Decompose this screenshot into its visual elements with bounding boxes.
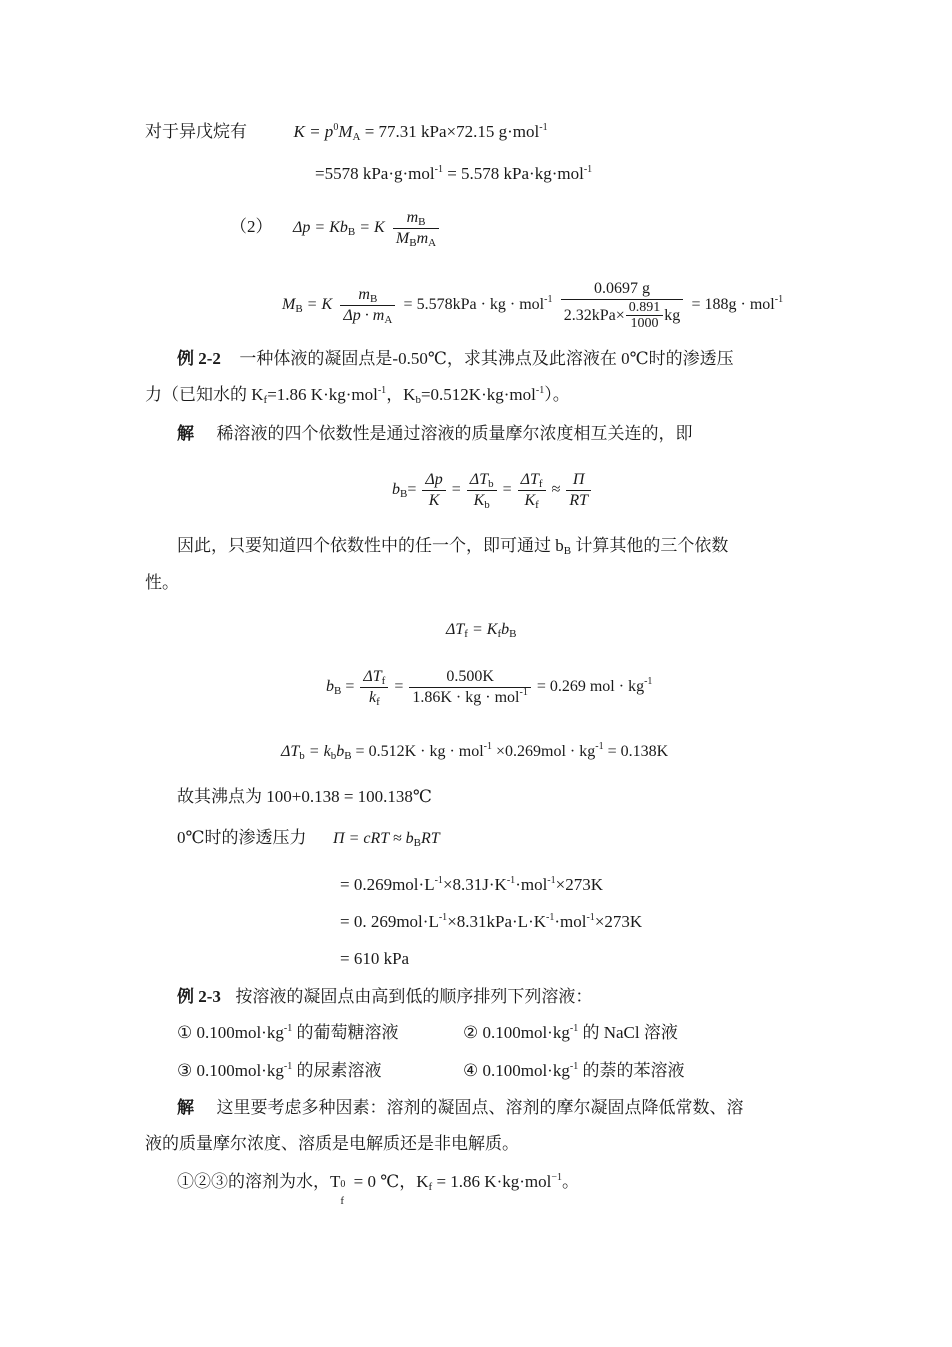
- solution2-line1: [177, 1097, 744, 1119]
- example-text: 一种体液的凝固点是-0.50℃，求其沸点及此溶液在 0℃时的渗透压: [239, 349, 734, 368]
- list-item-text: ② 0.100mol·kg: [463, 1023, 570, 1042]
- formula-sub: f: [497, 628, 502, 640]
- formula-sub: b: [330, 750, 337, 762]
- equals: =: [502, 481, 512, 499]
- formula-sup: -1: [586, 912, 595, 923]
- formula-line-delta-p: [230, 197, 443, 257]
- formula-sup: -1: [546, 912, 555, 923]
- numerator-sub: f: [381, 674, 386, 687]
- list-item-4: [463, 1060, 684, 1082]
- paragraph-text: 计算其他的三个依数: [571, 536, 729, 555]
- solution2-line2: [145, 1133, 519, 1155]
- boiling-point-text: [177, 786, 432, 808]
- formula-sub: f: [464, 628, 468, 640]
- formula-part: ·mol: [554, 912, 587, 931]
- formula-part: = 0.269 mol · kg: [536, 678, 645, 696]
- example-2-2-line1: [177, 348, 734, 370]
- paragraph-text: 因此，只要知道四个依数性中的任一个，即可通过 b: [177, 536, 564, 555]
- formula-sup: -1: [544, 294, 553, 306]
- paragraph-line2: [145, 572, 179, 594]
- list-item-sup: -1: [283, 1023, 293, 1034]
- denominator: 1.86K · kg · mol: [412, 688, 520, 706]
- solution-text: 稀溶液的四个依数性是通过溶液的质量摩尔浓度相互关连的，即: [216, 424, 693, 443]
- example-sup: -1: [377, 385, 387, 396]
- denominator-sub: f: [535, 498, 539, 511]
- osmotic-line3: [340, 911, 642, 933]
- denominator-part: 2.32kPa×: [563, 306, 625, 324]
- list-item-sup: -1: [569, 1061, 579, 1072]
- list-item-sup: -1: [569, 1023, 579, 1034]
- text: = 1.86 K·kg·mol: [432, 1172, 552, 1191]
- formula-sup: -1: [774, 294, 784, 306]
- solution-label: 解: [177, 424, 194, 443]
- example-text: =1.86 K·kg·mol: [267, 385, 378, 404]
- solution-text: 液的质量摩尔浓度、溶质是电解质还是非电解质。: [145, 1134, 519, 1153]
- formula-part: Δp = Kb: [293, 219, 348, 237]
- formula-part: b: [336, 743, 345, 760]
- numerator: Δp: [422, 470, 445, 491]
- example-text: 力（已知水的 K: [145, 385, 264, 404]
- denominator: m: [416, 229, 429, 247]
- example-sub: b: [415, 394, 421, 406]
- text: ①②③的溶剂为水，T: [177, 1172, 341, 1191]
- solution-text: 这里要考虑多种因素：溶剂的凝固点、溶剂的摩尔凝固点降低常数、溶: [216, 1098, 744, 1117]
- formula-sub: B: [509, 628, 517, 640]
- formula-line-k-value: [315, 163, 592, 185]
- formula-sub: B: [344, 750, 352, 762]
- formula-part: = 5.578kPa · kg · mol: [403, 296, 545, 314]
- list-item-3: [177, 1060, 381, 1082]
- formula-sub: B: [295, 303, 303, 316]
- denominator: K: [524, 491, 536, 509]
- denominator-sub: b: [484, 498, 490, 511]
- equals: =: [407, 481, 417, 499]
- formula-part: Π = cRT ≈ b: [333, 830, 414, 847]
- formula-sub: B: [347, 226, 356, 239]
- inner-denominator: 1000: [630, 316, 659, 332]
- formula-part: b: [501, 621, 510, 638]
- list-item-text: ④ 0.100mol·kg: [463, 1061, 570, 1080]
- formula-part: b: [326, 678, 334, 696]
- list-item-text: ③ 0.100mol·kg: [177, 1061, 284, 1080]
- formula-part: = K: [467, 621, 498, 638]
- list-item-2: [463, 1022, 678, 1044]
- formula-sup: -1: [506, 875, 516, 886]
- formula-sub: B: [400, 488, 408, 501]
- numerator: Π: [566, 470, 591, 491]
- text: 。: [561, 1172, 579, 1191]
- denominator: M: [395, 229, 410, 247]
- denominator: K: [428, 491, 440, 509]
- formula-sup: -1: [483, 741, 493, 752]
- solution-line: [177, 423, 693, 445]
- formula-sup: -1: [539, 122, 548, 133]
- osmotic-label: 0℃时的渗透压力: [177, 828, 307, 847]
- formula-sup: -1: [434, 164, 443, 175]
- numerator: m: [406, 208, 419, 226]
- formula-part: = 0. 269mol·L: [340, 912, 439, 931]
- text-sup: −1: [551, 1172, 562, 1183]
- numerator-sub: B: [418, 215, 426, 228]
- example-2-3-line: [177, 986, 592, 1008]
- formula-part: = 0.138K: [603, 743, 669, 760]
- list-item-1: [177, 1022, 398, 1044]
- numerator: 0.0697 g: [593, 280, 650, 298]
- solution-label: 解: [177, 1098, 194, 1117]
- fraction: [340, 285, 395, 326]
- paragraph-line1: [177, 535, 728, 557]
- formula-part: =5578 kPa·g·mol: [315, 164, 435, 183]
- text: 故其沸点为 100+0.138 = 100.138℃: [177, 787, 432, 806]
- fraction-big: [561, 279, 684, 331]
- denominator-unit: kg: [664, 306, 681, 324]
- denominator: RT: [569, 491, 589, 509]
- item-label: （2）: [230, 217, 273, 236]
- formula-sup: -1: [644, 676, 653, 688]
- formula-part: M: [282, 296, 296, 314]
- formula-part: ×8.31J·K: [442, 875, 507, 894]
- example-2-2-line2: [145, 384, 570, 406]
- list-item-text: 的葡萄糖溶液: [292, 1023, 399, 1042]
- numerator: ΔT: [520, 470, 539, 488]
- example-text: ）。: [544, 385, 570, 404]
- formula-part: = K: [355, 219, 385, 237]
- bb-equation: $b_B$ = $\frac{\Delta T_f}{k_f}$ = $\frac{0.500K}{1.86K \cdot kg \cdot mol^{-1}}$ = 0.269 mol · $kg^{-1}$: [326, 667, 653, 708]
- approx: ≈: [551, 481, 561, 499]
- numerator-sub: f: [538, 477, 543, 490]
- denominator-sub: A: [428, 236, 437, 249]
- solvent-line: ①②③的溶剂为水，T 0 f = 0 ℃，$K_f = 1.86$ K·kg·mol$^{-1}$。: [177, 1172, 579, 1207]
- formula-sub: A: [352, 131, 361, 143]
- freezing-point-equation: [446, 619, 516, 641]
- example-text: ，K: [386, 385, 416, 404]
- formula-part: RT: [421, 830, 440, 847]
- fraction: [393, 208, 439, 249]
- osmotic-line1: [177, 827, 440, 850]
- formula-part: = 5.578 kPa·kg·mol: [442, 164, 584, 183]
- example-text: =0.512K·kg·mol: [420, 385, 536, 404]
- formula-sup: -1: [438, 912, 448, 923]
- paragraph-text: 性。: [145, 573, 179, 592]
- list-item-text: 的尿素溶液: [292, 1061, 382, 1080]
- formula-part: ×8.31kPa·L·K: [447, 912, 547, 931]
- example-label: 例 2-3: [177, 987, 221, 1006]
- formula-sub: B: [334, 685, 342, 698]
- paragraph-sub: B: [563, 545, 572, 557]
- denominator: K: [473, 491, 485, 509]
- denominator-sub: f: [376, 695, 380, 708]
- numerator: ΔT: [469, 470, 489, 488]
- list-item-sup: -1: [283, 1061, 293, 1072]
- list-item-text: 的 NaCl 溶液: [578, 1023, 678, 1042]
- formula-part: ΔT: [446, 621, 465, 638]
- formula-sup: -1: [547, 875, 556, 886]
- example-text: 按溶液的凝固点由高到低的顺序排列下列溶液：: [235, 987, 593, 1006]
- formula-part: ×273K: [555, 875, 604, 894]
- formula-sup: 0: [333, 122, 339, 133]
- inner-numerator: 0.891: [626, 300, 664, 316]
- osmotic-line4: [340, 948, 409, 970]
- formula-part: b: [392, 481, 400, 499]
- numerator: m: [358, 285, 370, 303]
- example-label: 例 2-2: [177, 349, 221, 368]
- list-item-text: 的萘的苯溶液: [578, 1061, 685, 1080]
- denominator: k: [368, 688, 377, 706]
- formula-part: ×273K: [594, 912, 643, 931]
- denominator-sup: -1: [519, 686, 528, 698]
- formula-part: ·mol: [515, 875, 548, 894]
- colligative-equation: [392, 463, 593, 517]
- formula-part: ΔT: [281, 743, 300, 760]
- formula-sup: -1: [434, 875, 443, 886]
- denominator-sub: A: [384, 313, 393, 326]
- formula-part: = 0.512K · kg · mol: [351, 743, 484, 760]
- osmotic-line2: [340, 874, 603, 896]
- formula-sup: -1: [595, 741, 604, 752]
- formula-sub: b: [299, 750, 305, 762]
- boiling-point-equation: [281, 741, 668, 763]
- formula-part: = 610 kPa: [340, 949, 410, 968]
- formula-line-k-isopentane: [145, 121, 548, 143]
- formula-part: ×0.269mol · kg: [492, 743, 596, 760]
- example-sup: -1: [535, 385, 545, 396]
- numerator: 0.500K: [409, 667, 530, 688]
- formula-part: = K: [302, 296, 333, 314]
- intro-text: 对于异戊烷有: [145, 122, 247, 141]
- formula-part: = 0.269mol·L: [340, 875, 435, 894]
- denominator-sub: B: [409, 236, 417, 249]
- equals: =: [451, 481, 461, 499]
- list-item-text: ① 0.100mol·kg: [177, 1023, 284, 1042]
- formula-part: = k: [304, 743, 331, 760]
- formula-part: K = p: [293, 122, 334, 141]
- formula-line-mb: [282, 266, 783, 342]
- text-sub: f: [428, 1181, 433, 1193]
- numerator-sub: B: [369, 292, 378, 305]
- numerator: ΔT: [363, 667, 382, 685]
- denominator: Δp · m: [343, 306, 385, 324]
- numerator-sub: b: [488, 477, 494, 490]
- formula-part: M: [338, 122, 353, 141]
- formula-part: = 188g · mol: [691, 296, 775, 314]
- text: = 0 ℃，K: [349, 1172, 429, 1191]
- formula-part: = 77.31 kPa×72.15 g·mol: [360, 122, 540, 141]
- formula-sub: B: [413, 837, 421, 849]
- formula-sup: -1: [583, 164, 593, 175]
- example-sub: f: [263, 394, 268, 406]
